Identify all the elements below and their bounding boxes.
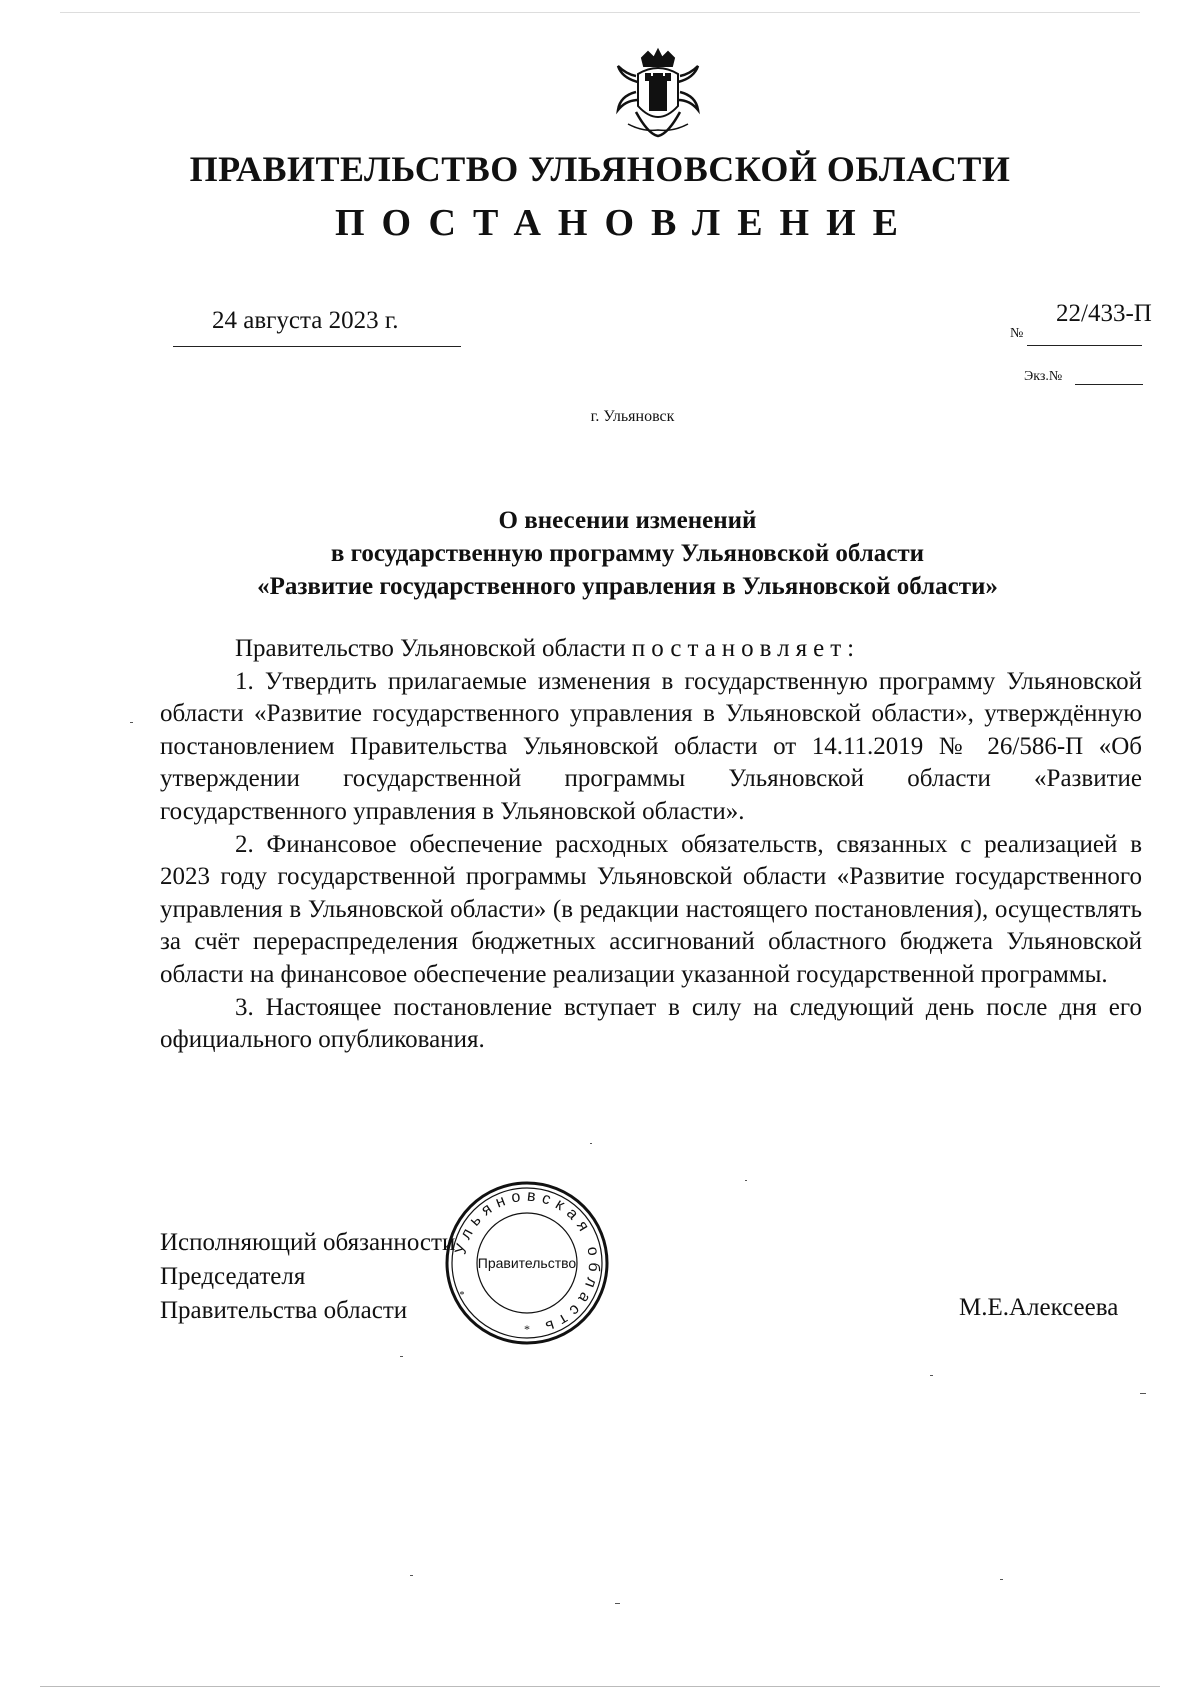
official-seal	[442, 1178, 612, 1348]
coat-of-arms-emblem	[608, 44, 708, 144]
city-name: г. Ульяновск	[590, 408, 675, 425]
number-underline	[1027, 345, 1142, 346]
copy-number-underline	[1075, 384, 1143, 385]
signatory-title	[160, 1226, 455, 1328]
date-underline	[173, 346, 461, 347]
intro-text: Правительство Ульяновской области	[235, 635, 626, 662]
scan-speck	[1000, 1579, 1003, 1580]
intro-paragraph	[160, 633, 1142, 666]
scan-speck	[410, 1575, 413, 1576]
document-date: 24 августа 2023 г.	[212, 307, 399, 334]
scan-speck	[930, 1375, 933, 1376]
document-number: 22/433-П	[1056, 300, 1152, 327]
document-body	[160, 633, 1142, 1057]
scan-edge-line	[60, 12, 1140, 13]
seal-ring-text: Ульяновская область	[452, 1187, 603, 1337]
paragraph-3: 3. Настоящее постановление вступает в силу на следующий день после дня его официального опубликования.	[160, 993, 1142, 1054]
signatory-name: М.Е.Алексеева	[959, 1294, 1119, 1321]
scan-speck	[590, 1143, 592, 1144]
copy-number-label: Экз.№	[1024, 369, 1063, 384]
seal-center-text: Правительство	[477, 1255, 577, 1271]
svg-text:*: *	[524, 1322, 530, 1336]
svg-text:*: *	[459, 1290, 465, 1301]
number-sign: №	[1010, 326, 1024, 341]
signatory-title-line: Исполняющий обязанности	[160, 1229, 456, 1256]
intro-verb: постановляет:	[631, 635, 861, 662]
document-type-title: ПОСТАНОВЛЕНИЕ	[334, 202, 916, 244]
scan-speck	[400, 1356, 403, 1357]
document-subject	[0, 504, 1200, 603]
scan-speck	[745, 1180, 747, 1181]
signatory-title-line: Правительства области	[160, 1297, 408, 1324]
subject-line: О внесении изменений	[498, 507, 757, 534]
signatory-title-line: Председателя	[160, 1263, 306, 1290]
scan-speck	[615, 1603, 620, 1604]
scan-speck	[1140, 1393, 1146, 1394]
scan-edge-line	[40, 1686, 1160, 1687]
government-title: ПРАВИТЕЛЬСТВО УЛЬЯНОВСКОЙ ОБЛАСТИ	[189, 149, 1011, 189]
scan-speck	[130, 722, 133, 723]
paragraph-1: 1. Утвердить прилагаемые изменения в государственную программу Ульяновской области «Развитие государственного управления в Ульяновской области», утверждённую постановлением Правительства Ульяновской области от 14.11.2019 № 26/586-П «Об утверждении государственной программы Ульяновской области «Развитие государственного управления в Ульяновской области».	[160, 667, 1142, 825]
subject-line: «Развитие государственного управления в Ульяновской области»	[257, 573, 998, 600]
paragraph-2: 2. Финансовое обеспечение расходных обязательств, связанных с реализацией в 2023 году государственной программы Ульяновской области «Развитие государственного управления в Ульяновской области» (в редакции настоящего постановления), осуществлять за счёт перераспределения бюджетных ассигнований областного бюджета Ульяновской области на финансовое обеспечение реализации указанной государственной программы.	[160, 830, 1142, 988]
subject-line: в государственную программу Ульяновской области	[330, 540, 925, 567]
